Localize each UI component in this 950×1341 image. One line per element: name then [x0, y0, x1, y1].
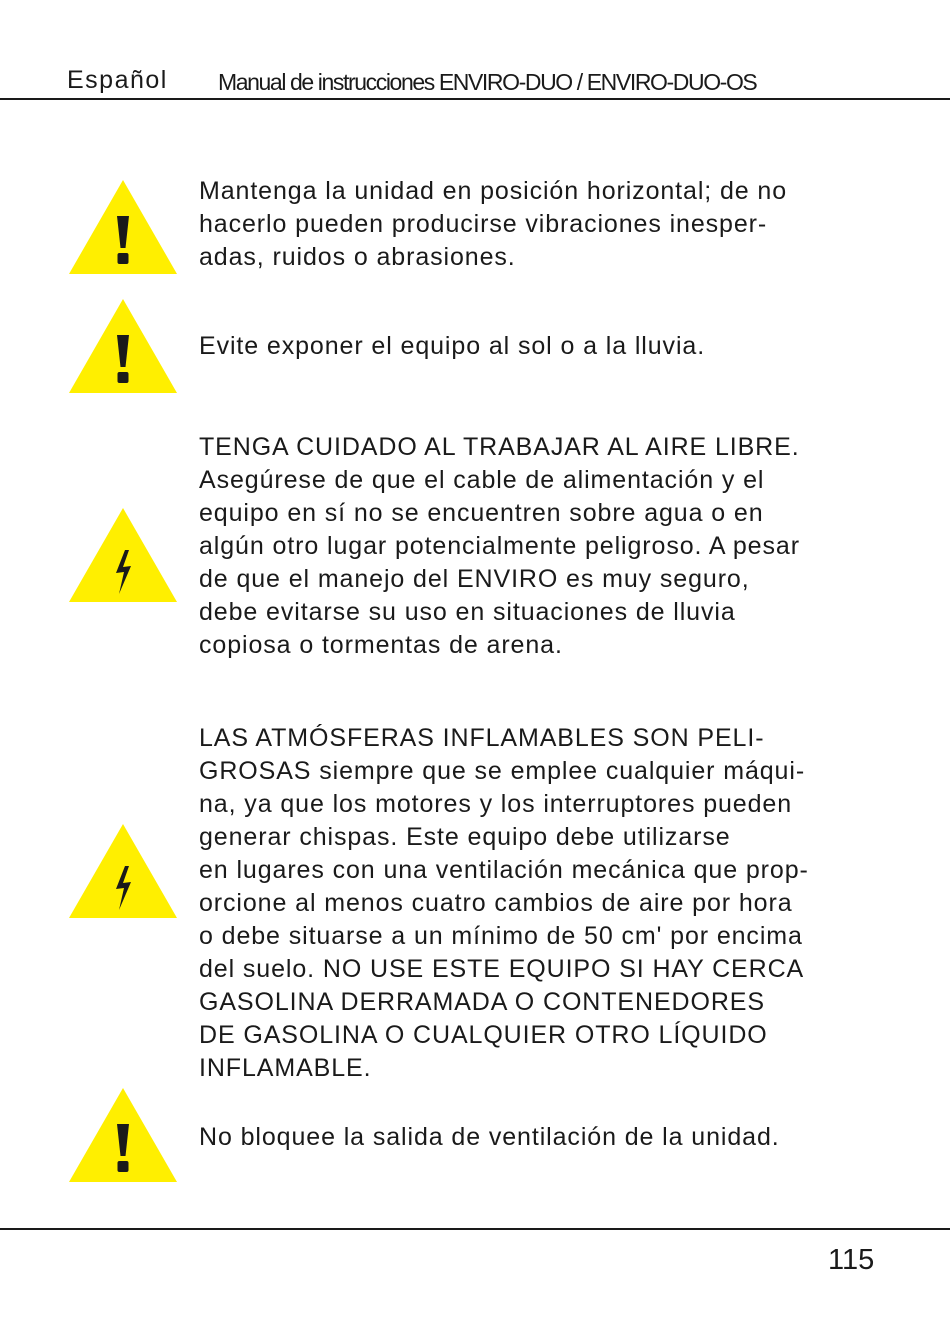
page-header: [0, 62, 950, 100]
exclamation-warning-icon: [67, 178, 179, 276]
electrical-hazard-icon: [67, 822, 179, 920]
exclamation-warning-icon: [67, 1086, 179, 1184]
electrical-hazard-icon: [67, 506, 179, 604]
warning-text-sun-rain: Evite exponer el equipo al sol o a la lluvia.: [199, 332, 706, 360]
page-number: 115: [828, 1244, 875, 1276]
header-manual-title: Manual de instrucciones ENVIRO-DUO / ENVIRO-DUO-OS: [218, 69, 757, 95]
header-language: Español: [67, 66, 168, 94]
warning-text-ventilation-outlet: No bloquee la salida de ventilación de la unidad.: [199, 1123, 780, 1151]
warning-text-flammable-atmospheres: LAS ATMÓSFERAS INFLAMABLES SON PELI- GROSAS siempre que se emplee cualquier máqui- na, ya que los motores y los interruptores pueden generar chispas. Este equipo debe utilizarse en lugares con una ventilación mecánica que prop- orcione al menos cuatro cambios de aire por hora o debe situarse a un mínimo de 50 cm' por encima del suelo. NO USE ESTE EQUIPO SI HAY CERCA GASOLINA DERRAMADA O CONTENEDORES DE GASOLINA O CUALQUIER OTRO LÍQUIDO INFLAMABLE.: [199, 724, 809, 1082]
exclamation-warning-icon: [67, 297, 179, 395]
warning-text-horizontal-position: Mantenga la unidad en posición horizontal; de no hacerlo pueden producirse vibraciones inesper- adas, ruidos o abrasiones.: [199, 177, 788, 271]
footer-divider: [0, 1228, 950, 1230]
warning-text-outdoor-work: TENGA CUIDADO AL TRABAJAR AL AIRE LIBRE. Asegúrese de que el cable de alimentación y el equipo en sí no se encuentren sobre agua o en algún otro lugar potencialmente peligroso. A pesar de que el manejo del ENVIRO es muy seguro, debe evitarse su uso en situaciones de lluvia copiosa o tormentas de arena.: [199, 433, 800, 659]
